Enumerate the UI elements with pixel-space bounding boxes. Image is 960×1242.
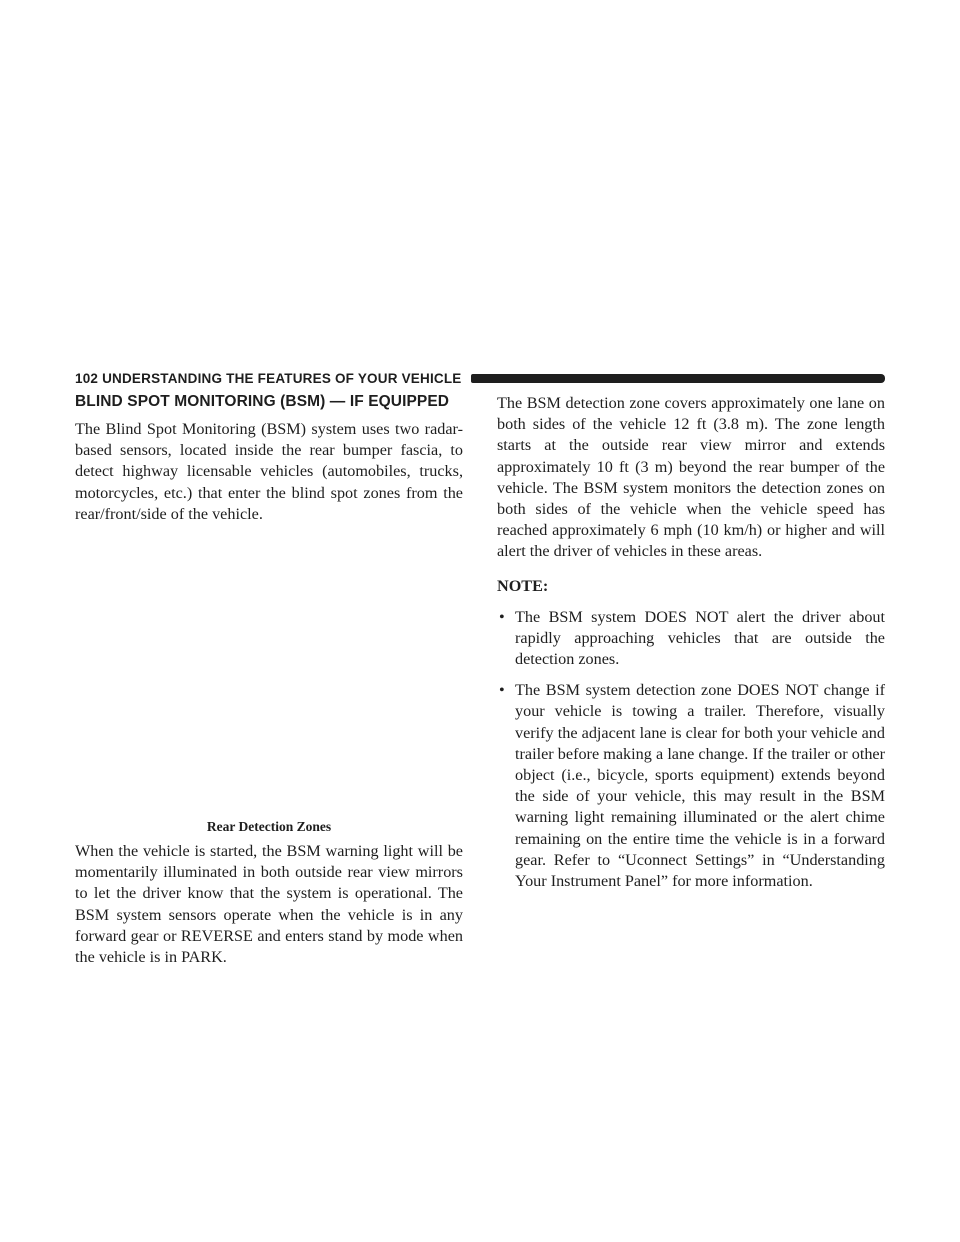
bullet-icon: • xyxy=(499,607,505,626)
note-text: The BSM system DOES NOT alert the driver about rapidly approaching vehicles that are outside the detection zones. xyxy=(515,607,885,669)
note-text: The BSM system detection zone DOES NOT change if your vehicle is towing a trailer. Therefore, visually verify the adjacent lane is clear for both your vehicle and trailer before making a lane change. If the trailer or other object (i.e., bicycle, sports equipment) extends beyond the side of your vehicle, this may result in the BSM warning light remaining illuminated or the alert chime remaining on the entire time the vehicle is in a forward gear. Refer to “Uconnect Settings” in “Understanding Your Instrument Panel” for more information. xyxy=(515,681,885,891)
page-number: 102 xyxy=(75,370,99,386)
header-label xyxy=(75,371,462,386)
intro-paragraph: The Blind Spot Monitoring (BSM) system uses two radar-based sensors, located inside the rear bumper fascia, to detect highway licensable vehicles (automobiles, trucks, motorcycles, etc.) that enter the blind spot zones from the rear/front/side of the vehicle. xyxy=(75,420,463,523)
running-header xyxy=(75,370,885,386)
right-column xyxy=(497,393,885,902)
figure-caption: Rear Detection Zones xyxy=(206,819,332,835)
note-item xyxy=(497,680,885,892)
left-column xyxy=(75,393,463,968)
figure-rear-detection-zones xyxy=(75,525,463,841)
startup-paragraph: When the vehicle is started, the BSM warning light will be momentarily illuminated in both outside rear view mirrors to let the driver know that the system is operational. The BSM system sensors operate when the vehicle is in any forward gear or REVERSE and enters stand by mode when the vehicle is in PARK. xyxy=(75,842,463,967)
note-item xyxy=(497,607,885,671)
section-title: UNDERSTANDING THE FEATURES OF YOUR VEHICLE xyxy=(102,370,462,386)
note-label: NOTE: xyxy=(497,576,549,595)
bullet-icon: • xyxy=(499,681,505,700)
note-list xyxy=(497,607,885,893)
section-heading: BLIND SPOT MONITORING (BSM) — IF EQUIPPED xyxy=(75,393,450,410)
detection-zone-paragraph: The BSM detection zone covers approximately one lane on both sides of the vehicle 12 ft (3.8 m). The zone length starts at the outside rear view mirror and extends approximately 10 ft (3 m) beyond the rear bumper of the vehicle. The BSM system monitors the detection zones on both sides of the vehicle when the vehicle speed has reached approximately 6 mph (10 km/h) or higher and will alert the driver of vehicles in these areas. xyxy=(497,394,885,561)
header-rule xyxy=(471,374,886,383)
